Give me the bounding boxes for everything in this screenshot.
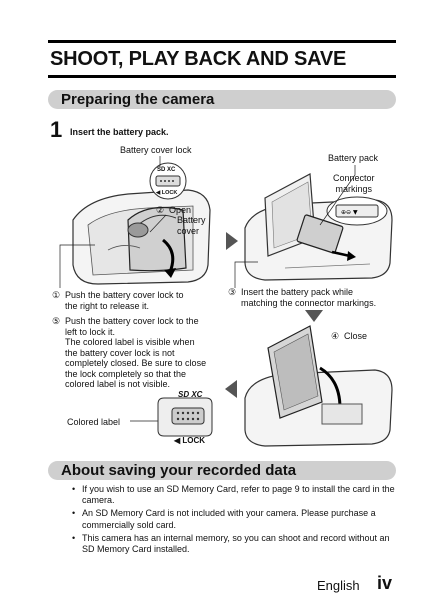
label-colored-label: Colored label	[67, 417, 121, 427]
step3-text: Insert the battery pack while matching the connector markings.	[241, 287, 377, 308]
label-battery-pack: Battery pack	[328, 153, 379, 163]
step1-text: Push the battery cover lock to the right to release it.	[65, 290, 184, 311]
page-number: iv	[377, 573, 393, 593]
svg-text:⊕⊖ ▼: ⊕⊖ ▼	[341, 209, 358, 216]
label-battery-cover: Battery cover	[177, 215, 206, 236]
sd-logo: SD XC	[178, 390, 203, 399]
section-title: Preparing the camera	[61, 91, 215, 108]
lock-small-label: ◀ LOCK	[156, 190, 178, 196]
lock-label: ◀ LOCK	[174, 436, 206, 445]
label-open: Open	[169, 205, 192, 215]
bullet-list	[68, 484, 398, 557]
list-item: • This camera has an internal memory, so you can shoot and record without an SD Memory Card installed.	[68, 533, 398, 555]
step5-text: Push the battery cover lock to the left to lock it. The colored label is visible when the battery cover lock is not completely closed. Be sure to close the lock completely so that the colored label is not visible.	[65, 316, 207, 389]
page-title: SHOOT, PLAY BACK AND SAVE	[50, 48, 347, 70]
step4-text: Close	[344, 331, 368, 341]
list-item: • If you wish to use an SD Memory Card, refer to page 9 to install the card in the camera.	[68, 484, 398, 506]
label-battery-cover-lock: Battery cover lock	[120, 145, 192, 155]
step4-number: ④	[331, 331, 340, 341]
step-text: Insert the battery pack.	[70, 127, 169, 137]
step-number: 1	[50, 117, 63, 142]
footer-language: English	[317, 578, 360, 593]
arrow-left-icon	[225, 380, 237, 398]
camera-close-cover-illustration	[240, 318, 400, 448]
label-connector-markings: Connector markings	[333, 173, 375, 194]
step3-number: ③	[228, 287, 237, 297]
step5-number: ⑤	[52, 316, 61, 326]
section-title: About saving your recorded data	[61, 462, 297, 479]
label-open-number: ②	[156, 205, 165, 215]
section-header-saving	[48, 461, 396, 480]
list-item: • An SD Memory Card is not included with your camera. Please purchase a commercially sold card.	[68, 508, 398, 530]
step1-number: ①	[52, 290, 61, 300]
sd-logo-small: SD XC	[157, 167, 176, 173]
